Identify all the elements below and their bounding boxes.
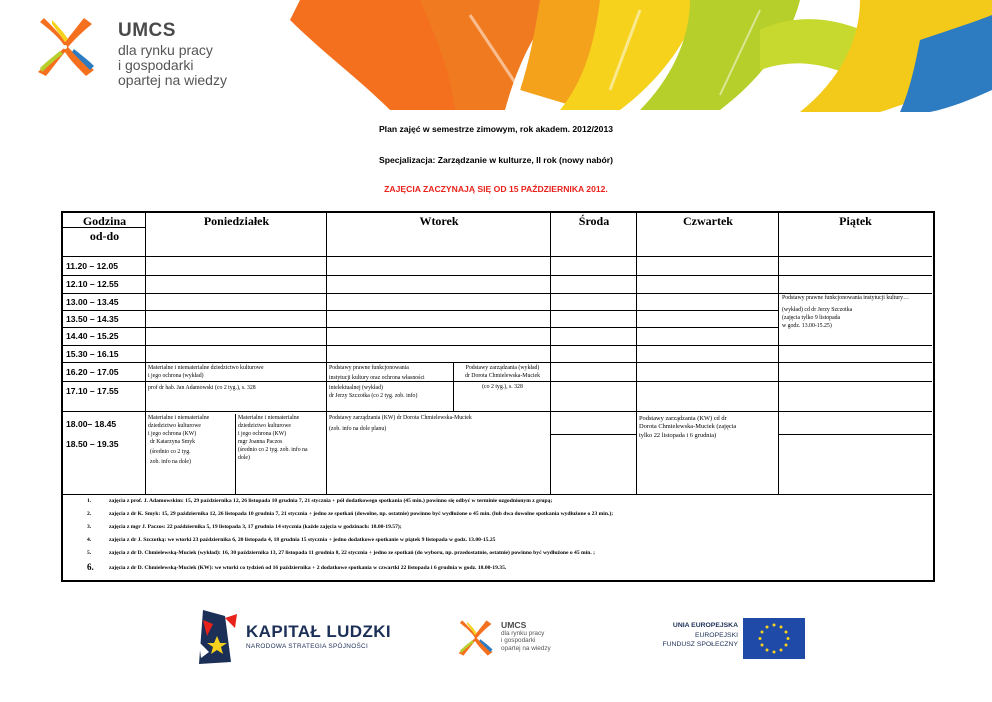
eu-logo bbox=[640, 616, 810, 660]
entry-line: Materialne i niematerialne bbox=[148, 415, 210, 421]
time-slot: 12.10 – 12.55 bbox=[66, 279, 119, 289]
umcs-footer-logo bbox=[455, 616, 575, 664]
footer-logos bbox=[0, 600, 992, 670]
eu-line: EUROPEJSKI bbox=[694, 631, 738, 639]
umcs-sub-line: i gospodarki bbox=[501, 637, 536, 645]
entry-line: intelektualnej (wykład) bbox=[329, 385, 383, 391]
entry-line: Podstawy prawne funkcjonowania bbox=[329, 365, 409, 371]
note-number: 5. bbox=[87, 550, 92, 556]
day-header-thursday: Czwartek bbox=[683, 214, 733, 228]
start-notice: ZAJĘCIA ZACZYNAJĄ SIĘ OD 15 PAŹDZIERNIKA 2012. bbox=[384, 184, 608, 194]
logo-sub-line: opartej na wiedzy bbox=[118, 72, 227, 88]
specialization-title: Specjalizacja: Zarządzanie w kulturze, II rok (nowy nabór) bbox=[379, 155, 613, 165]
entry-line: instytucji kultury oraz ochrona własności bbox=[329, 375, 425, 381]
entry-line: Materialne i niematerialne bbox=[238, 415, 300, 421]
entry-line: dr Jerzy Szczotka (co 2 tyg. zob. info) bbox=[329, 393, 418, 399]
class-entry-monday-16 bbox=[148, 364, 324, 392]
entry-line: i jego ochrona (KW) bbox=[148, 431, 197, 437]
entry-line: (wykład) cd dr Jerzy Szczotka bbox=[782, 307, 853, 313]
class-entry-tuesday-16-mgmt bbox=[455, 364, 550, 391]
logo-name: UMCS bbox=[118, 20, 176, 41]
header-banner bbox=[0, 0, 992, 112]
eu-line: FUNDUSZ SPOŁECZNY bbox=[662, 641, 738, 649]
kapital-ludzki-subtitle: NARODOWA STRATEGIA SPÓJNOŚCI bbox=[246, 643, 369, 650]
class-entry-tuesday-18 bbox=[329, 414, 549, 433]
kapital-ludzki-icon bbox=[195, 606, 239, 666]
eu-flag-icon bbox=[743, 618, 805, 659]
entry-line: (średnio co 2 tyg. bbox=[150, 449, 191, 455]
class-entry-monday-18-paczos bbox=[238, 414, 326, 462]
entry-line: dziedzictwo kulturowe bbox=[148, 423, 201, 429]
entry-line: (co 2 tyg.), s. 328 bbox=[482, 384, 523, 390]
note-number: 4. bbox=[87, 537, 92, 543]
entry-line: Podstawy zarządzania (KW) dr Dorota Chmielewska-Muciek bbox=[329, 415, 472, 421]
time-slot: 17.10 – 17.55 bbox=[66, 385, 119, 396]
day-header-monday: Poniedziałek bbox=[203, 214, 270, 228]
logo-sub-line: dla rynku pracy bbox=[118, 42, 213, 58]
umcs-sub-line: opartej na wiedzy bbox=[501, 644, 551, 652]
note-text: zajęcia z mgr J. Paczos: 22 października 5, 19 listopada 3, 17 grudnia 14 stycznia (każde zajęcia w godzinach: 18.00-19.57); bbox=[109, 524, 402, 530]
class-entry-tuesday-16-law bbox=[329, 364, 453, 400]
time-slot: 14.40 – 15.25 bbox=[66, 331, 119, 341]
note-number: 6. bbox=[87, 562, 94, 572]
entry-line: dole) bbox=[238, 455, 250, 461]
umcs-mark-icon bbox=[32, 16, 98, 78]
entry-line: i jego ochrona (KW) bbox=[238, 431, 287, 437]
logo-sub-line: i gospodarki bbox=[118, 57, 194, 73]
entry-line: (średnio co 2 tyg. zob. info na bbox=[238, 447, 308, 453]
time-slot: 16.20 – 17.05 bbox=[66, 366, 119, 377]
entry-line: tylko 22 listopada i 6 grudnia) bbox=[639, 431, 717, 439]
day-header-friday: Piątek bbox=[839, 214, 872, 228]
kapital-ludzki-logo bbox=[195, 606, 405, 666]
entry-line: w godz. 13.00-15.25) bbox=[782, 323, 832, 329]
eu-text bbox=[640, 621, 738, 650]
entry-line: (zajęcia tylko 9 listopada bbox=[782, 315, 841, 321]
entry-line: i jego ochrona (wykład) bbox=[148, 373, 204, 379]
entry-line: dziedzictwo kulturowe bbox=[238, 423, 291, 429]
time-slot: 13.00 – 13.45 bbox=[66, 296, 119, 307]
entry-line: dr Dorota Chmielewska-Muciek bbox=[464, 373, 541, 379]
entry-line: Materialne i niematerialne dziedzictwo kulturowe bbox=[148, 365, 264, 371]
umcs-footer-subtitle bbox=[501, 630, 551, 652]
class-entry-friday-13 bbox=[782, 294, 930, 330]
umcs-footer-name: UMCS bbox=[501, 620, 527, 630]
entry-line: Dorota Chmielewska-Muciek (zajęcia bbox=[639, 423, 737, 431]
note-number: 2. bbox=[87, 511, 92, 517]
hour-header-label: Godzina bbox=[82, 214, 127, 228]
note-text: zajęcia z dr J. Szczotką: we wtorki 23 października 6, 20 listopada 4, 18 grudnia 15 stycznia + jedno dodatkowe spotkanie w piątek 9 listopada w godz. 13.00-15.25 bbox=[109, 537, 496, 543]
plan-title: Plan zajęć w semestrze zimowym, rok akadem. 2012/2013 bbox=[378, 124, 614, 134]
day-header-wednesday: Środa bbox=[578, 214, 610, 228]
note-text: zajęcia z prof. J. Adamowskim: 15, 29 października 12, 26 listopada 10 grudnia 7, 21 stycznia + pół dodatkowego spotkania (45 min.) powinno się odbyć w terminie uzgodnionym z grupą; bbox=[109, 498, 553, 504]
entry-line: Podstawy zarządzania (KW) cd dr bbox=[639, 415, 727, 422]
note-text: zajęcia z dr K. Smyk: 15, 29 października 12, 26 listopada 10 grudnia 7, 21 stycznia + jedno ze spotkań (dowolne, np. ostatnie) powinno być wydłużone o 45 min. (lub dwa dowolne spotkania wydłużone o 23 min.); bbox=[109, 511, 614, 517]
entry-line: mgr Joanna Paczos bbox=[238, 439, 283, 445]
note-number: 1. bbox=[87, 498, 92, 504]
umcs-mark-icon bbox=[455, 618, 495, 658]
class-entry-thursday-18 bbox=[639, 415, 777, 440]
entry-line: (zob. info na dole planu) bbox=[329, 426, 387, 432]
note-text: zajęcia z dr D. Chmielewską-Muciek (wykład): 16, 30 października 13, 27 listopada 11 grudnia 8, 22 stycznia + jedno ze spotkań (do wyboru, np. przedostatnie, ostatnie) powinno być wydłużone o 45 min. ; bbox=[109, 550, 596, 556]
eu-line: UNIA EUROPEJSKA bbox=[672, 622, 738, 629]
umcs-sub-line: dla rynku pracy bbox=[501, 630, 545, 637]
time-slot: 15.30 – 16.15 bbox=[66, 348, 119, 359]
time-slot: 11.20 – 12.05 bbox=[66, 260, 119, 271]
entry-line: zob. info na dole) bbox=[150, 459, 191, 465]
note-number: 3. bbox=[87, 524, 92, 530]
kapital-ludzki-title: KAPITAŁ LUDZKI bbox=[246, 622, 392, 641]
time-slot: 13.50 – 14.35 bbox=[66, 313, 119, 324]
hour-header-sub: od-do bbox=[89, 229, 120, 243]
logo-subtitle bbox=[118, 43, 227, 88]
time-slot: 18.50 – 19.35 bbox=[66, 438, 119, 449]
entry-line: Podstawy zarządzania (wykład) bbox=[465, 365, 540, 371]
umcs-logo bbox=[32, 16, 262, 96]
class-entry-monday-18-smyk bbox=[148, 414, 234, 466]
entry-line: Podstawy prawne funkcjonowania instytucji kultury… bbox=[782, 295, 909, 301]
entry-line: dr Katarzyna Smyk bbox=[150, 439, 196, 445]
schedule-table bbox=[61, 211, 935, 582]
entry-line: prof dr hab. Jan Adamowski (co 2 tyg.), s. 328 bbox=[148, 385, 256, 391]
day-header-tuesday: Wtorek bbox=[419, 214, 459, 228]
note-text: zajęcia z dr D. Chmielewską-Muciek (KW): we wtorki co tydzień od 16 października + 2 dodatkowe spotkania w czwartki 22 listopada i 6 grudnia w godz. 18.00-19.35. bbox=[109, 565, 507, 571]
time-slot: 18.00– 18.45 bbox=[66, 419, 117, 429]
hour-header bbox=[63, 214, 146, 229]
